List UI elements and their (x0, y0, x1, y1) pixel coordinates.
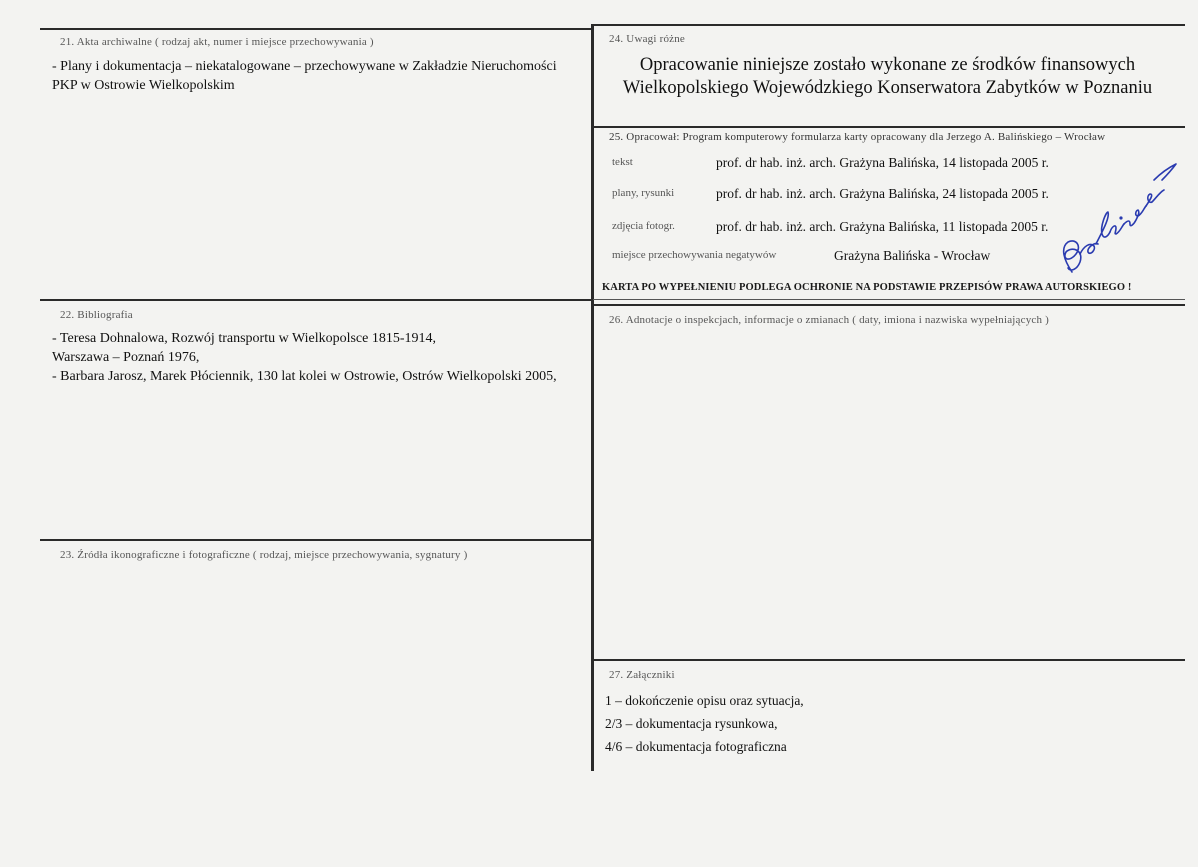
author-row-value: prof. dr hab. inż. arch. Grażyna Balińska, 14 listopada 2005 r. (716, 155, 1049, 170)
section-22-text (52, 329, 557, 386)
attachment-item: 1 – dokończenie opisu oraz sytuacja, (605, 693, 804, 708)
bibliography-item: Warszawa – Poznań 1976, (52, 350, 200, 365)
section-21-line1: - Plany i dokumentacja – niekatalogowane – przechowywane w Zakładzie Nieruchomości (52, 59, 557, 74)
author-row-value: Grażyna Balińska - Wrocław (834, 248, 991, 263)
top-rule-right (593, 24, 1185, 26)
section-26-label: 26. Adnotacje o inspekcjach, informacje o zmianach ( daty, imiona i nazwiska wypełniających ) (609, 314, 1050, 326)
section-23-label: 23. Źródła ikonograficzne i fotograficzne ( rodzaj, miejsce przechowywania, sygnatury ) (60, 549, 468, 561)
rule-warning-right (593, 299, 1185, 300)
section-21-text (52, 57, 579, 95)
section-22-label: 22. Bibliografia (60, 309, 133, 321)
author-row-key: tekst (612, 156, 633, 168)
bibliography-item: - Barbara Jarosz, Marek Płóciennik, 130 lat kolei w Ostrowie, Ostrów Wielkopolski 2005, (52, 369, 557, 384)
section-24-label: 24. Uwagi różne (609, 33, 686, 45)
attachment-item: 2/3 – dokumentacja rysunkowa, (605, 716, 778, 731)
section-24-line1: Opracowanie niniejsze zostało wykonane ze środków finansowych (639, 55, 1136, 75)
author-row-key: plany, rysunki (612, 187, 675, 199)
section-24-line2: Wielkopolskiego Wojewódzkiego Konserwatora Zabytków w Poznaniu (622, 78, 1153, 98)
author-row-value: prof. dr hab. inż. arch. Grażyna Balińska, 11 listopada 2005 r. (716, 219, 1049, 234)
author-row-key: miejsce przechowywania negatywów (612, 249, 777, 261)
section-21-line2: PKP w Ostrowie Wielkopolskim (52, 78, 235, 93)
signature (1050, 150, 1180, 280)
rule-27-right (593, 659, 1185, 661)
author-row-value: prof. dr hab. inż. arch. Grażyna Balińska, 24 listopada 2005 r. (716, 186, 1049, 201)
rule-25-right (593, 126, 1185, 128)
author-row-key: zdjęcia fotogr. (612, 220, 675, 232)
rule-22-left (40, 299, 593, 301)
rule-23-left (40, 539, 593, 541)
attachments-list (605, 689, 804, 758)
bibliography-item: - Teresa Dohnalowa, Rozwój transportu w Wielkopolsce 1815-1914, (52, 331, 437, 346)
top-rule-left (40, 28, 593, 30)
section-21-label: 21. Akta archiwalne ( rodzaj akt, numer i miejsce przechowywania ) (60, 36, 374, 48)
copyright-warning: KARTA PO WYPEŁNIENIU PODLEGA OCHRONIE NA PODSTAWIE PRZEPISÓW PRAWA AUTORSKIEGO ! (602, 282, 1132, 293)
section-24-text (600, 54, 1175, 100)
section-27-label: 27. Załączniki (609, 669, 675, 681)
attachment-item: 4/6 – dokumentacja fotograficzna (605, 739, 787, 754)
section-25-label: 25. Opracował: Program komputerowy formularza karty opracowany dla Jerzego A. Balińskiego – Wrocław (609, 131, 1106, 143)
rule-26-right (593, 304, 1185, 306)
